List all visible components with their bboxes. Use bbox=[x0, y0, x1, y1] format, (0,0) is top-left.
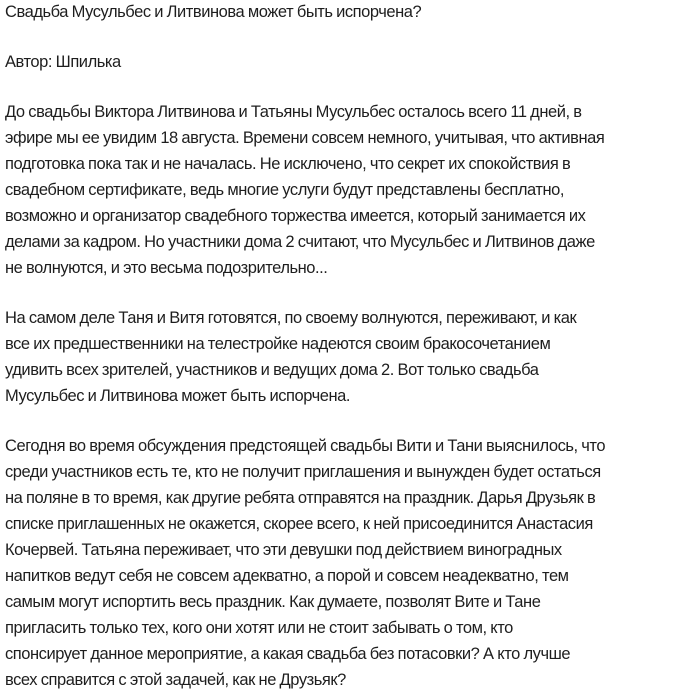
text-line: возможно и организатор свадебного торжества имеется, который занимается их bbox=[5, 207, 586, 225]
text-line: свадебном сертификате, ведь многие услуги будут представлены бесплатно, bbox=[5, 181, 565, 199]
text-line: спонсирует данное мероприятие, а какая свадьба без потасовки? А кто лучше bbox=[5, 645, 571, 663]
text-line: пригласить только тех, кого они хотят или не стоит забывать о том, кто bbox=[5, 619, 513, 637]
text-line: На самом деле Таня и Витя готовятся, по своему волнуются, переживают, и как bbox=[5, 309, 577, 327]
text-line: напитков ведут себя не совсем адекватно, а порой и совсем неадекватно, тем bbox=[5, 567, 569, 585]
text-line: самым могут испортить весь праздник. Как думаете, позволят Вите и Тане bbox=[5, 593, 541, 611]
text-line: всех справится с этой задачей, как не Друзьяк? bbox=[5, 671, 346, 689]
article-author: Автор: Шпилька bbox=[5, 53, 121, 71]
text-line: среди участников есть те, кто не получит приглашения и вынужден будет остаться bbox=[5, 463, 601, 481]
text-line: Мусульбес и Литвинова может быть испорчена. bbox=[5, 387, 351, 405]
text-line: на поляне в то время, как другие ребята отправятся на праздник. Дарья Друзьяк в bbox=[5, 489, 596, 507]
article-title: Свадьба Мусульбес и Литвинова может быть испорчена? bbox=[5, 3, 422, 21]
text-line: подготовка пока так и не началась. Не исключено, что секрет их спокойствия в bbox=[5, 155, 571, 173]
text-line: Кочервей. Татьяна переживает, что эти девушки под действием виноградных bbox=[5, 541, 562, 559]
text-line: До свадьбы Виктора Литвинова и Татьяны Мусульбес осталось всего 11 дней, в bbox=[5, 103, 582, 121]
text-line: все их предшественники на телестройке надеются своим бракосочетанием bbox=[5, 335, 551, 353]
text-line: списке приглашенных не окажется, скорее всего, к ней присоединится Анастасия bbox=[5, 515, 593, 533]
text-line: делами за кадром. Но участники дома 2 считают, что Мусульбес и Литвинов даже bbox=[5, 233, 595, 251]
text-line: Сегодня во время обсуждения предстоящей свадьбы Вити и Тани выяснилось, что bbox=[5, 437, 606, 455]
text-line: эфире мы ее увидим 18 августа. Времени совсем немного, учитывая, что активная bbox=[5, 129, 605, 147]
text-line: не волнуются, и это весьма подозрительно... bbox=[5, 259, 328, 277]
text-line: удивить всех зрителей, участников и ведущих дома 2. Вот только свадьба bbox=[5, 361, 539, 379]
